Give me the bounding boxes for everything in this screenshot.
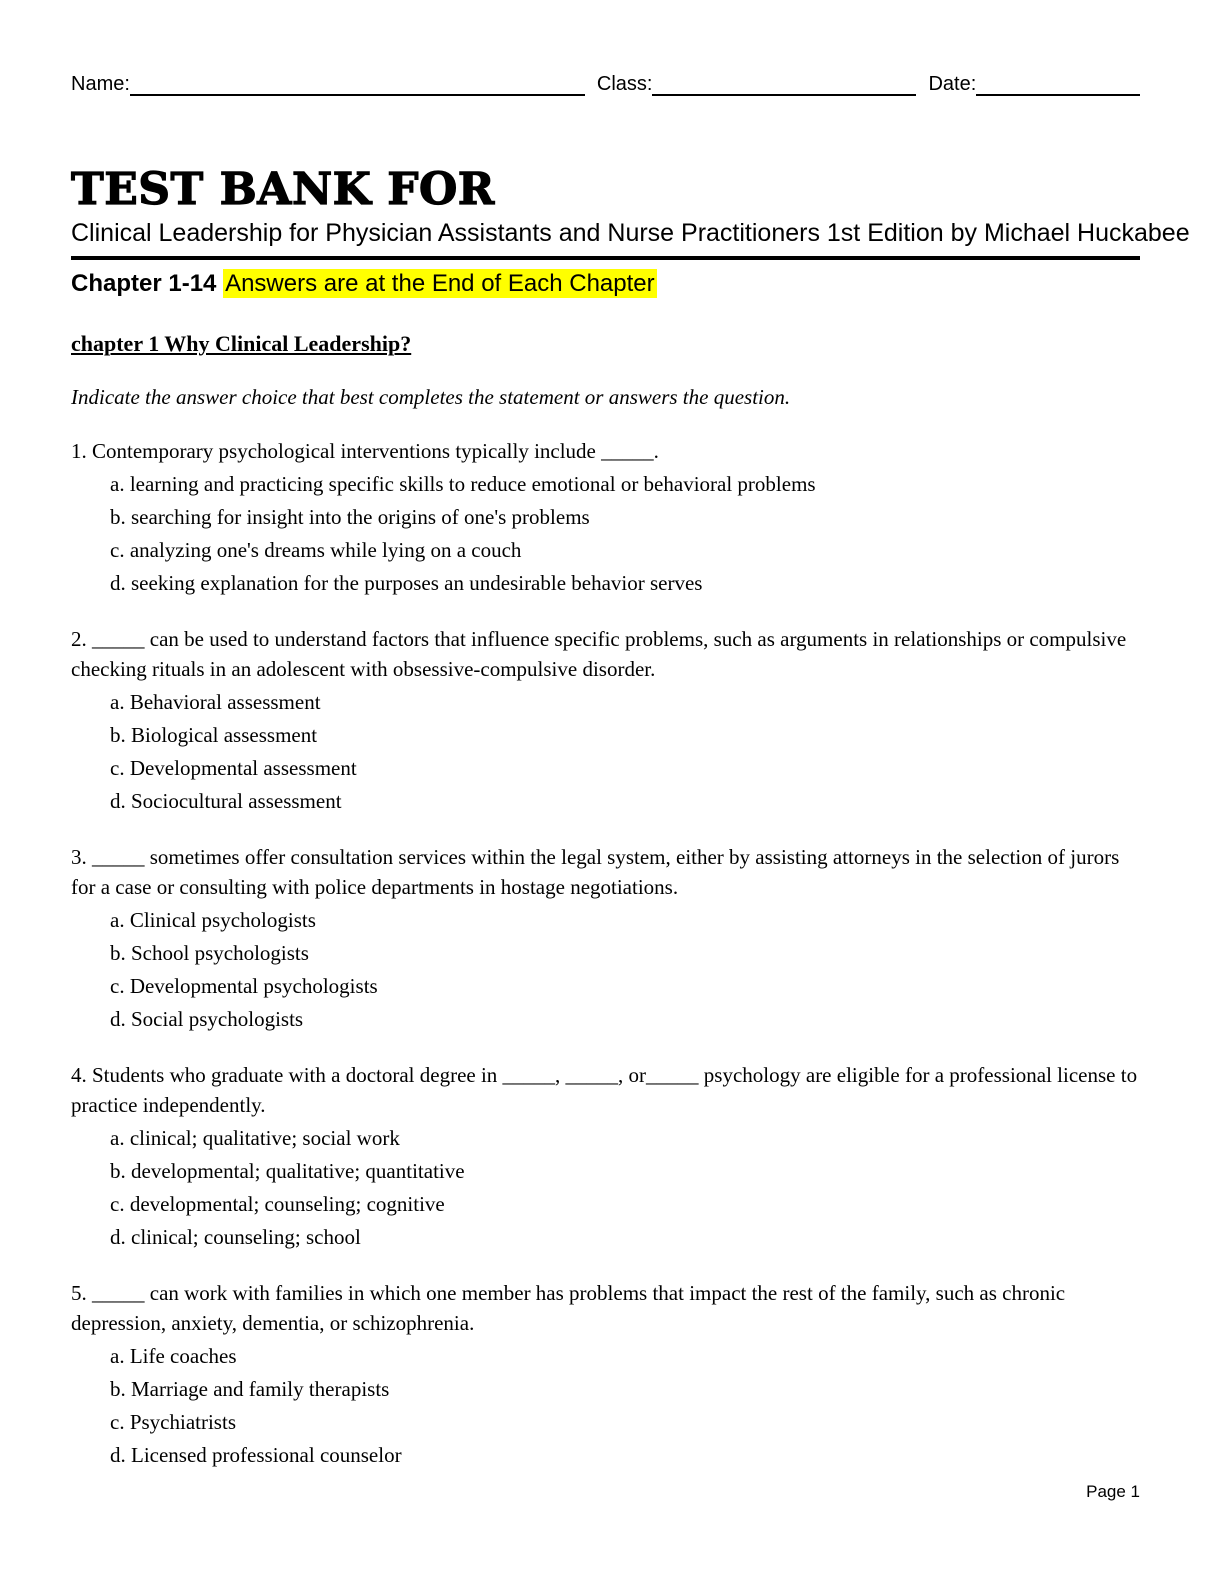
document-title: TEST BANK FOR: [71, 164, 495, 215]
choices-list: [110, 687, 1140, 816]
date-blank-line: [976, 72, 1140, 96]
chapter-line: [71, 269, 1140, 299]
question-text: 4. Students who graduate with a doctoral degree in _____, _____, or_____ psychology are eligible for a professional license to practice independently.: [71, 1063, 1138, 1117]
choice-c: c. Developmental psychologists: [110, 974, 378, 998]
document-subtitle: Clinical Leadership for Physician Assistants and Nurse Practitioners 1st Edition by Michael Huckabee: [71, 219, 1190, 247]
choice-a: a. Clinical psychologists: [110, 908, 316, 932]
name-class-date-header: [71, 72, 1140, 96]
choice-c: c. developmental; counseling; cognitive: [110, 1192, 445, 1216]
page-number: Page 1: [1086, 1482, 1140, 1501]
chapter-range-label: Chapter 1-14: [71, 270, 217, 297]
choice-d: d. seeking explanation for the purposes an undesirable behavior serves: [110, 571, 703, 595]
name-blank-line: [130, 72, 585, 96]
choices-list: [110, 1341, 1140, 1470]
choice-d: d. Licensed professional counselor: [110, 1443, 402, 1467]
choice-b: b. searching for insight into the origins of one's problems: [110, 505, 590, 529]
choice-a: a. learning and practicing specific skills to reduce emotional or behavioral problems: [110, 472, 816, 496]
title-divider-rule: [71, 256, 1140, 260]
question-block: [71, 1278, 1140, 1470]
question-block: [71, 624, 1140, 816]
question-block: [71, 1060, 1140, 1252]
question-text: 3. _____ sometimes offer consultation services within the legal system, either by assisting attorneys in the selection of jurors for a case or consulting with police departments in hostage negotiations.: [71, 845, 1120, 899]
choice-b: b. School psychologists: [110, 941, 309, 965]
class-blank-line: [652, 72, 916, 96]
answers-highlight-note: Answers are at the End of Each Chapter: [225, 270, 655, 297]
question-block: [71, 842, 1140, 1034]
choice-c: c. analyzing one's dreams while lying on a couch: [110, 538, 522, 562]
choice-a: a. Behavioral assessment: [110, 690, 321, 714]
choice-d: d. Sociocultural assessment: [110, 789, 342, 813]
choice-a: a. clinical; qualitative; social work: [110, 1126, 400, 1150]
choice-b: b. developmental; qualitative; quantitative: [110, 1159, 465, 1183]
question-text: 1. Contemporary psychological interventions typically include _____.: [71, 439, 659, 463]
question-block: [71, 436, 1140, 598]
choices-list: [110, 1123, 1140, 1252]
choices-list: [110, 905, 1140, 1034]
choice-d: d. Social psychologists: [110, 1007, 304, 1031]
question-text: 5. _____ can work with families in which one member has problems that impact the rest of the family, such as chronic depression, anxiety, dementia, or schizophrenia.: [71, 1281, 1066, 1335]
choice-c: c. Developmental assessment: [110, 756, 357, 780]
choice-b: b. Marriage and family therapists: [110, 1377, 390, 1401]
choice-a: a. Life coaches: [110, 1344, 237, 1368]
choice-b: b. Biological assessment: [110, 723, 318, 747]
instructions-text: Indicate the answer choice that best completes the statement or answers the question.: [71, 385, 791, 409]
class-label: Class:: [596, 73, 653, 95]
choice-c: c. Psychiatrists: [110, 1410, 236, 1434]
section-heading: chapter 1 Why Clinical Leadership?: [71, 331, 412, 356]
date-label: Date:: [928, 73, 977, 95]
choices-list: [110, 469, 1140, 598]
name-label: Name:: [71, 73, 130, 95]
choice-d: d. clinical; counseling; school: [110, 1225, 361, 1249]
question-text: 2. _____ can be used to understand factors that influence specific problems, such as arguments in relationships or compulsive checking rituals in an adolescent with obsessive-compulsive disorder.: [71, 627, 1127, 681]
